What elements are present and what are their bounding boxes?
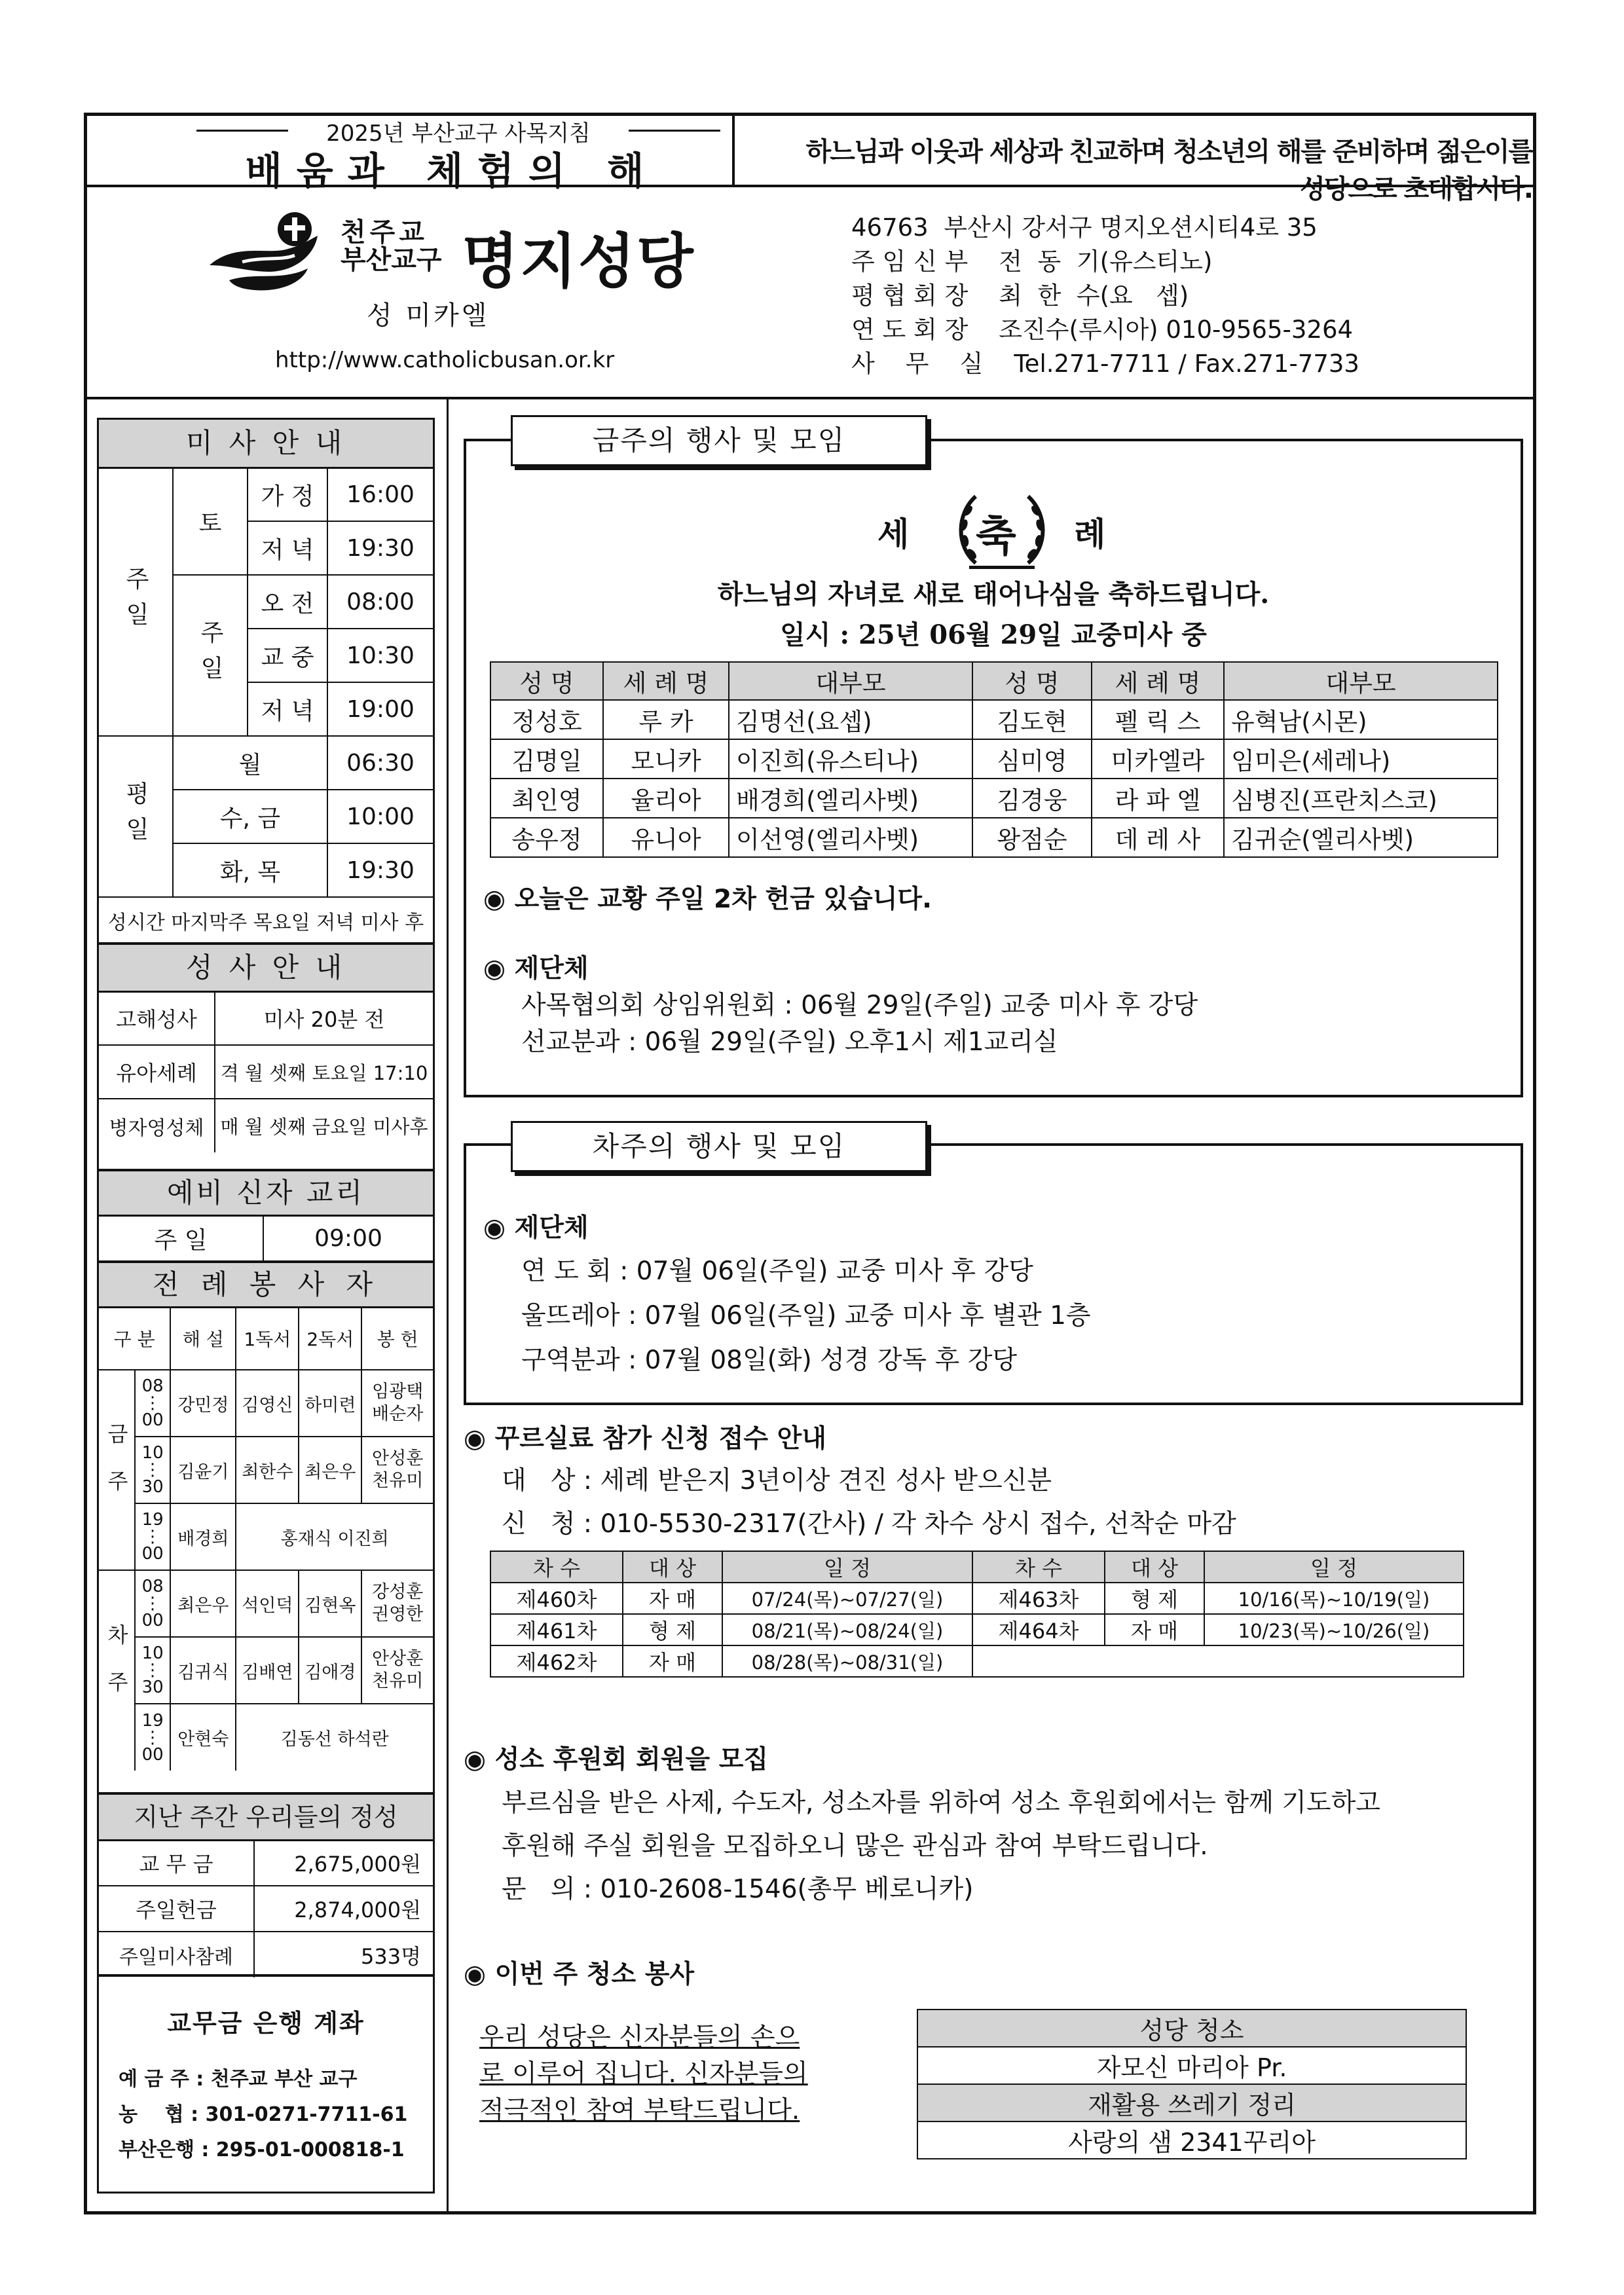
catechumen-time: 09:00: [263, 1215, 433, 1261]
cursillo-cell: 제460차: [490, 1583, 623, 1614]
server-reader2: 하미련: [299, 1370, 361, 1437]
cleaning-cell: 재활용 쓰레기 정리: [917, 2084, 1466, 2121]
cleaning-cell: 성당 청소: [917, 2010, 1466, 2047]
server-offertory: 안성훈 천유미: [361, 1437, 433, 1503]
servers-header: 해 설: [170, 1307, 236, 1370]
offering-name: 주일미사참례: [99, 1932, 254, 1977]
server-time: 08 ⋮ 00: [135, 1370, 170, 1437]
papal-collection-notice: ◉ 오늘은 교황 주일 2차 헌금 있습니다.: [483, 885, 932, 914]
info-yeondo: 연 도 회 장 조진수(루시아) 010-9565-3264: [851, 316, 1354, 344]
baptism-cell: 임미은(세레나): [1224, 739, 1498, 779]
mass-name: 오 전: [248, 575, 327, 629]
baptism-cell: 라 파 엘: [1092, 779, 1224, 818]
baptism-header: 성 명: [490, 662, 603, 700]
logo-diocese: [341, 219, 442, 274]
website-link[interactable]: http://www.catholicbusan.or.kr: [275, 347, 615, 373]
weekday-time: 06:30: [327, 736, 433, 790]
cursillo-cell: 제463차: [972, 1583, 1105, 1614]
baptism-cell: 이선영(엘리사벳): [729, 818, 972, 857]
servers-table: [99, 1306, 433, 1771]
vocation-title: ◉ 성소 후원회 회원을 모집: [464, 1745, 769, 1774]
cleaning-title: ◉ 이번 주 청소 봉사: [464, 1960, 695, 1989]
server-offertory: 강성훈 권영한: [361, 1570, 433, 1637]
baptism-cell: 왕점순: [972, 818, 1092, 857]
catechumen-title: 예비 신자 교리: [99, 1171, 433, 1217]
this-week-group-line: 사목협의회 상임위원회 : 06월 29일(주일) 교중 미사 후 강당: [521, 991, 1198, 1020]
holy-hour-note: 성시간 마지막주 목요일 저녁 미사 후: [99, 897, 433, 943]
motto-top: 2025년 부산교구 사목지침: [196, 115, 720, 147]
server-readers: 김동선 하석란: [236, 1704, 433, 1771]
next-week-group-line: 울뜨레아 : 07월 06일(주일) 교중 미사 후 별관 1층: [521, 1301, 1091, 1331]
baptism-header: 세 례 명: [1092, 662, 1224, 700]
info-pastor: 주 임 신 부 전 동 기(유스티노): [851, 248, 1213, 276]
cursillo-cell: 형 제: [1105, 1583, 1204, 1614]
baptism-table: [490, 661, 1498, 858]
vocation-line: 부르심을 받은 사제, 수도자, 성소자를 위하여 성소 후원회에서는 함께 기도하고: [502, 1788, 1380, 1818]
baptism-cell: 유니아: [603, 818, 729, 857]
next-week-group-line: 구역분과 : 07월 08일(화) 성경 강독 후 강당: [521, 1346, 1018, 1375]
server-commentator: 최은우: [170, 1570, 236, 1637]
weekday-label: 평일: [99, 736, 173, 897]
server-offertory: 임광택 배순자: [361, 1370, 433, 1437]
server-reader2: 김현옥: [299, 1570, 361, 1637]
server-commentator: 배경희: [170, 1503, 236, 1570]
this-week-group-line: 선교분과 : 06월 29일(주일) 오후1시 제1교리실: [521, 1027, 1058, 1057]
cursillo-cell: 08/21(목)~08/24(일): [722, 1614, 972, 1645]
cursillo-cell: 자 매: [623, 1645, 722, 1677]
baptism-left: 세: [877, 515, 910, 553]
baptism-cell: 유혁남(시몬): [1224, 700, 1498, 739]
mass-schedule: [97, 418, 435, 944]
vocation-contact: 문 의 : 010-2608-1546(총무 베로니카): [502, 1875, 974, 1904]
baptism-cell: 정성호: [490, 700, 603, 739]
patron-saint: 성 미카엘: [367, 301, 490, 331]
cursillo-cell: 10/23(목)~10/26(일): [1204, 1614, 1464, 1645]
cursillo-header: 일 정: [1204, 1551, 1464, 1583]
server-time: 19 ⋮ 00: [135, 1503, 170, 1570]
info-address: 46763 부산시 강서구 명지오션시티4로 35: [851, 213, 1318, 242]
cleaning-note-line: 적극적인 참여 부탁드립니다.: [479, 2096, 800, 2125]
cursillo-cell: 자 매: [623, 1583, 722, 1614]
server-readers: 홍재식 이진희: [236, 1503, 433, 1570]
offering-title: 지난 주간 우리들의 정성: [99, 1795, 433, 1841]
sacrament-table: [99, 991, 433, 1152]
sidebar-divider: [447, 398, 449, 2213]
baptism-right: 례: [1074, 515, 1106, 553]
cleaning-cell: 자모신 마리아 Pr.: [917, 2047, 1466, 2084]
weekday-name: 수, 금: [173, 790, 327, 843]
server-reader1: 석인덕: [236, 1570, 299, 1637]
bank-title: 교무금 은행 계좌: [167, 2009, 365, 2038]
parish-info: [851, 211, 1359, 381]
weekday-time: 19:30: [327, 843, 433, 897]
server-reader1: 김영신: [236, 1370, 299, 1437]
server-commentator: 안현숙: [170, 1704, 236, 1771]
bank-accounts: [97, 1975, 435, 2194]
sacrament-value: 격 월 셋째 토요일 17:10: [215, 1045, 433, 1099]
mass-name: 저 녁: [248, 682, 327, 736]
offering-summary: [97, 1793, 435, 1976]
baptism-cell: 김명일: [490, 739, 603, 779]
baptism-cell: 미카엘라: [1092, 739, 1224, 779]
cursillo-header: 차 수: [490, 1551, 623, 1583]
parish-logo: [203, 210, 701, 301]
mass-time: 19:30: [327, 521, 433, 575]
baptism-cell: 모니카: [603, 739, 729, 779]
header-vertical-divider: [732, 115, 735, 186]
mass-name: 가 정: [248, 468, 327, 521]
cursillo-header: 차 수: [972, 1551, 1105, 1583]
parish-name: 명지성당: [462, 227, 695, 296]
mass-name: 저 녁: [248, 521, 327, 575]
sunday-label: 주일: [99, 468, 173, 736]
server-reader1: 최한수: [236, 1437, 299, 1503]
sacrament-value: 매 월 셋째 금요일 미사후: [215, 1099, 433, 1152]
offering-value: 2,874,000원: [254, 1886, 433, 1932]
this-week-title: 금주의 행사 및 모임: [511, 415, 927, 466]
sacrament-name: 고해성사: [99, 991, 215, 1045]
baptism-cell: 심병진(프란치스코): [1224, 779, 1498, 818]
baptism-cell: 루 카: [603, 700, 729, 739]
baptism-cell: 데 레 사: [1092, 818, 1224, 857]
cursillo-table: [490, 1551, 1464, 1678]
bank-line: 농 협 : 301-0271-7711-61: [119, 2103, 408, 2126]
baptism-cell: 김경웅: [972, 779, 1092, 818]
cursillo-header: 대 상: [1105, 1551, 1204, 1583]
sacrament-title: 성 사 안 내: [99, 945, 433, 993]
cursillo-cell: 제464차: [972, 1614, 1105, 1645]
mass-name: 교 중: [248, 629, 327, 682]
slogan: 하느님과 이웃과 세상과 친교하며 청소년의 해를 준비하며 젊은이를 성당으로 초대합시다.: [805, 137, 1532, 204]
offering-value: 2,675,000원: [254, 1840, 433, 1886]
vocation-line: 후원해 주실 회원을 모집하오니 많은 관심과 참여 부탁드립니다.: [502, 1831, 1208, 1861]
baptism-cell: 율리아: [603, 779, 729, 818]
cursillo-cell: 제462차: [490, 1645, 623, 1677]
baptism-cell: 배경희(엘리사벳): [729, 779, 972, 818]
bank-line: 부산은행 : 295-01-000818-1: [119, 2139, 405, 2161]
servers-header: 구 분: [99, 1307, 170, 1370]
baptism-date: 일시 : 25년 06월 29일 교중미사 중: [780, 619, 1207, 650]
cursillo-header: 대 상: [623, 1551, 722, 1583]
mass-time: 08:00: [327, 575, 433, 629]
sacrament-name: 유아세례: [99, 1045, 215, 1099]
cleaning-note-line: 우리 성당은 신자분들의 손으: [479, 2023, 800, 2052]
cleaning-table: [917, 2009, 1467, 2159]
server-time: 08 ⋮ 00: [135, 1570, 170, 1637]
saturday-label: 토: [173, 468, 248, 575]
baptism-header: 대부모: [1224, 662, 1498, 700]
cursillo-cell: 형 제: [623, 1614, 722, 1645]
baptism-cell: 이진희(유스티나): [729, 739, 972, 779]
bank-line: 예 금 주 : 천주교 부산 교구: [119, 2068, 358, 2091]
cursillo-target: 대 상 : 세례 받은지 3년이상 견진 성사 받으신분: [502, 1466, 1052, 1496]
info-office: 사 무 실 Tel.271-7711 / Fax.271-7733: [851, 350, 1359, 378]
mass-table: [99, 467, 433, 943]
cursillo-cell: 10/16(목)~10/19(일): [1204, 1583, 1464, 1614]
sacrament-value: 미사 20분 전: [215, 991, 433, 1045]
server-commentator: 김윤기: [170, 1437, 236, 1503]
baptism-header: 세 례 명: [603, 662, 729, 700]
sacrament-name: 병자영성체: [99, 1099, 215, 1152]
cursillo-cell: 자 매: [1105, 1614, 1204, 1645]
server-reader1: 김배연: [236, 1637, 299, 1704]
info-divider: [84, 397, 1536, 399]
baptism-cell: 펠 릭 스: [1092, 700, 1224, 739]
server-reader2: 최은우: [299, 1437, 361, 1503]
mass-time: 10:30: [327, 629, 433, 682]
sacrament-info: [97, 943, 435, 1171]
baptism-cell: 김귀순(엘리사벳): [1224, 818, 1498, 857]
baptism-cell: 송우정: [490, 818, 603, 857]
baptism-header: 대부모: [729, 662, 972, 700]
next-week-label: 차주: [99, 1570, 135, 1771]
logo-line1: 천주교: [341, 217, 428, 248]
cursillo-apply: 신 청 : 010-5530-2317(간사) / 각 차수 상시 접수, 선착순 마감: [502, 1509, 1236, 1539]
next-week-group-line: 연 도 회 : 07월 06일(주일) 교중 미사 후 강당: [521, 1257, 1033, 1286]
mass-time: 16:00: [327, 468, 433, 521]
baptism-congrats: 하느님의 자녀로 새로 태어나심을 축하드립니다.: [717, 579, 1270, 610]
cursillo-title: ◉ 꾸르실료 참가 신청 접수 안내: [464, 1424, 827, 1454]
mass-title: 미 사 안 내: [99, 420, 433, 469]
cleaning-note-line: 로 이루어 집니다. 신자분들의: [479, 2059, 808, 2089]
servers-header: 1독서: [236, 1307, 299, 1370]
baptism-cell: 최인영: [490, 779, 603, 818]
cursillo-empty-cell: [972, 1645, 1464, 1677]
servers-header: 봉 헌: [361, 1307, 433, 1370]
offering-name: 교 무 금: [99, 1840, 254, 1886]
weekday-time: 10:00: [327, 790, 433, 843]
servers-header: 2독서: [299, 1307, 361, 1370]
cursillo-cell: 08/28(목)~08/31(일): [722, 1645, 972, 1677]
info-council: 평 협 회 장 최 한 수(요 셉): [851, 282, 1189, 310]
mass-time: 19:00: [327, 682, 433, 736]
cleaning-cell: 사랑의 샘 2341꾸리아: [917, 2121, 1466, 2159]
cross-dove-icon: [203, 210, 334, 301]
cursillo-cell: 07/24(목)~07/27(일): [722, 1583, 972, 1614]
cleaning-note: [479, 2019, 808, 2129]
baptism-cell: 김명선(요셉): [729, 700, 972, 739]
liturgy-servers: [97, 1261, 435, 1794]
this-week-label: 금주: [99, 1370, 135, 1570]
this-week-groups-title: ◉ 제단체: [483, 954, 589, 983]
servers-title: 전 례 봉 사 자: [99, 1263, 433, 1308]
cursillo-header: 일 정: [722, 1551, 972, 1583]
weekday-name: 월: [173, 736, 327, 790]
offering-name: 주일헌금: [99, 1886, 254, 1932]
motto-main: 배움과 체험의 해: [245, 149, 659, 193]
server-reader2: 김애경: [299, 1637, 361, 1704]
weekday-name: 화, 목: [173, 843, 327, 897]
catechumen-day: 주 일: [99, 1215, 263, 1261]
server-offertory: 안상훈 천유미: [361, 1637, 433, 1704]
cursillo-cell: 제461차: [490, 1614, 623, 1645]
server-time: 10 ⋮ 30: [135, 1637, 170, 1704]
server-time: 10 ⋮ 30: [135, 1437, 170, 1503]
catechumen-info: [97, 1169, 435, 1262]
baptism-header: 성 명: [972, 662, 1092, 700]
baptism-cell: 김도현: [972, 700, 1092, 739]
baptism-cell: 심미영: [972, 739, 1092, 779]
server-commentator: 김귀식: [170, 1637, 236, 1704]
next-week-title: 차주의 행사 및 모임: [511, 1121, 927, 1172]
baptism-mid: 축: [976, 513, 1016, 561]
baptism-heading: [877, 485, 1139, 576]
logo-line2: 부산교구: [341, 245, 442, 275]
server-time: 19 ⋮ 00: [135, 1704, 170, 1771]
next-week-groups-title: ◉ 제단체: [483, 1213, 589, 1243]
lords-day-label: 주일: [173, 575, 248, 736]
offering-value: 533명: [254, 1932, 433, 1977]
server-commentator: 강민정: [170, 1370, 236, 1437]
